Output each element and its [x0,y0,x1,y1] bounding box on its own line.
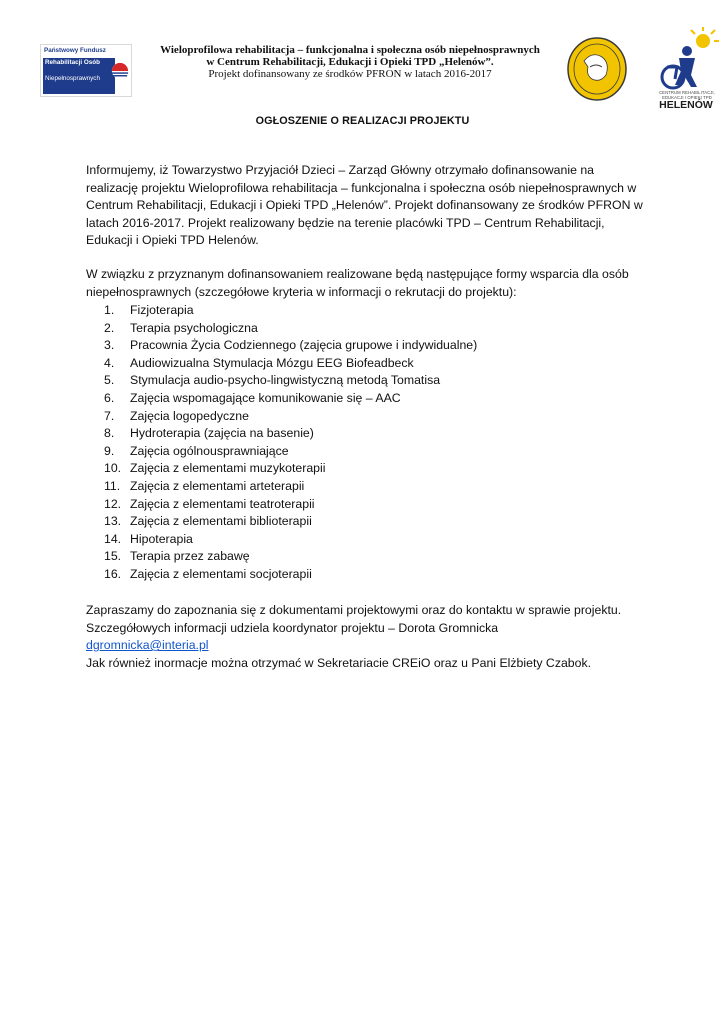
list-item-text: Fizjoterapia [130,303,194,317]
list-item-text: Zajęcia z elementami teatroterapii [130,496,315,511]
list-item-number: 3. [104,338,115,353]
list-item [86,548,477,566]
list-item-number: 15. [104,549,122,564]
coordinator-email-link[interactable]: dgromnicka@interia.pl [86,638,209,653]
page-title: OGŁOSZENIE O REALIZACJI PROJEKTU [255,115,470,127]
list-item [86,425,477,443]
closing-line-2: Szczegółowych informacji udziela koordynator projektu – Dorota Gromnicka [86,620,499,635]
list-item-number: 4. [104,355,115,370]
pfron-logo [40,44,132,97]
list-item-text: Hydroterapia (zajęcia na basenie) [130,426,314,441]
list-item-text: Zajęcia z elementami socjoterapii [130,566,312,581]
list-item-text: Hipoterapia [130,531,193,546]
list-item-text: Zajęcia z elementami arteterapii [130,478,305,493]
helenow-logo-subtitle: CENTRUM REHABILITACJI, EDUKACJI I OPIEKI TPD [659,90,715,100]
list-item [86,302,477,320]
support-forms-list [86,302,477,584]
closing-line-4: Jak również inormacje można otrzymać w Sekretariacie CREiO oraz u Pani Elżbiety Czabok. [86,655,592,670]
list-item [86,513,477,531]
list-item-number: 9. [104,443,115,458]
list-item-number: 14. [104,531,122,546]
list-item-number: 5. [104,373,115,388]
intro-paragraph: Informujemy, iż Towarzystwo Przyjaciół Dzieci – Zarząd Główny otrzymało dofinansowanie na realizację projektu Wieloprofilowa rehabilitacja – funkcjonalna i społeczna osób niepełnosprawnych w Centrum Rehabilitacji, Edukacji i Opieki TPD „Helenów”. Projekt dofinansowany ze środków PFRON w latach 2016-2017. Projekt realizowany będzie na terenie placówki TPD – Centrum Rehabilitacji, Edukacji i Opieki TPD Helenów. [86,163,643,248]
list-item-number: 16. [104,566,122,581]
list-item-number: 2. [104,320,115,335]
list-item-text: Zajęcia z elementami biblioterapii [130,514,312,529]
list-item-text: Terapia psychologiczna [130,320,258,335]
list-item [86,531,477,549]
list-item-text: Terapia przez zabawę [130,549,250,564]
support-intro-paragraph: W związku z przyznanym dofinansowaniem realizowane będą następujące formy wsparcia dla osób niepełnosprawnych (szczegółowe kryteria w informacji o rekrutacji do projektu): [86,267,629,299]
pfron-logo-line2: Rehabilitacji Osób [45,59,100,66]
list-item-text: Pracownia Życia Codziennego (zajęcia grupowe i indywidualne) [130,338,478,353]
header-line-1: Wieloprofilowa rehabilitacja – funkcjonalna i społeczna osób niepełnosprawnych [160,44,540,56]
helenow-logo-name: HELENÓW [659,99,713,111]
list-item-number: 8. [104,426,115,441]
list-item [86,337,477,355]
list-item [86,372,477,390]
list-item-text: Zajęcia logopedyczne [130,408,249,423]
closing-line-1: Zapraszamy do zapoznania się z dokumentami projektowymi oraz do kontaktu w sprawie projektu. [86,603,622,617]
header-line-3: Projekt dofinansowany ze środków PFRON w latach 2016-2017 [208,68,492,80]
list-item-text: Stymulacja audio-psycho-lingwistyczną metodą Tomatisa [130,373,441,388]
przyjaciel-dzieci-logo [566,37,628,102]
list-item [86,460,477,478]
list-item [86,443,477,461]
pfron-logo-line3: Niepełnosprawnych [45,75,100,82]
pfron-logo-line1: Państwowy Fundusz [44,47,106,54]
document-header [150,44,550,80]
closing-section [86,602,646,672]
list-item-text: Zajęcia z elementami muzykoterapii [130,461,326,476]
list-item [86,355,477,373]
list-item-text: Zajęcia ogólnousprawniające [130,443,289,458]
list-item-text: Zajęcia wspomagające komunikowanie się – AAC [130,390,401,405]
list-item-number: 10. [104,461,122,476]
list-item [86,408,477,426]
list-item-number: 1. [104,303,115,317]
list-item-number: 7. [104,408,115,423]
list-item [86,478,477,496]
header-line-2: w Centrum Rehabilitacji, Edukacji i Opieki TPD „Helenów”. [206,56,494,68]
list-item-number: 6. [104,390,115,405]
list-item-number: 11. [104,478,121,493]
pfron-emblem-icon [111,62,129,80]
list-item [86,566,477,584]
list-item-number: 12. [104,496,122,511]
list-item [86,496,477,514]
list-item [86,320,477,338]
list-item-number: 13. [104,514,122,529]
list-item [86,390,477,408]
list-item-text: Audiowizualna Stymulacja Mózgu EEG Biofeadbeck [130,355,414,370]
